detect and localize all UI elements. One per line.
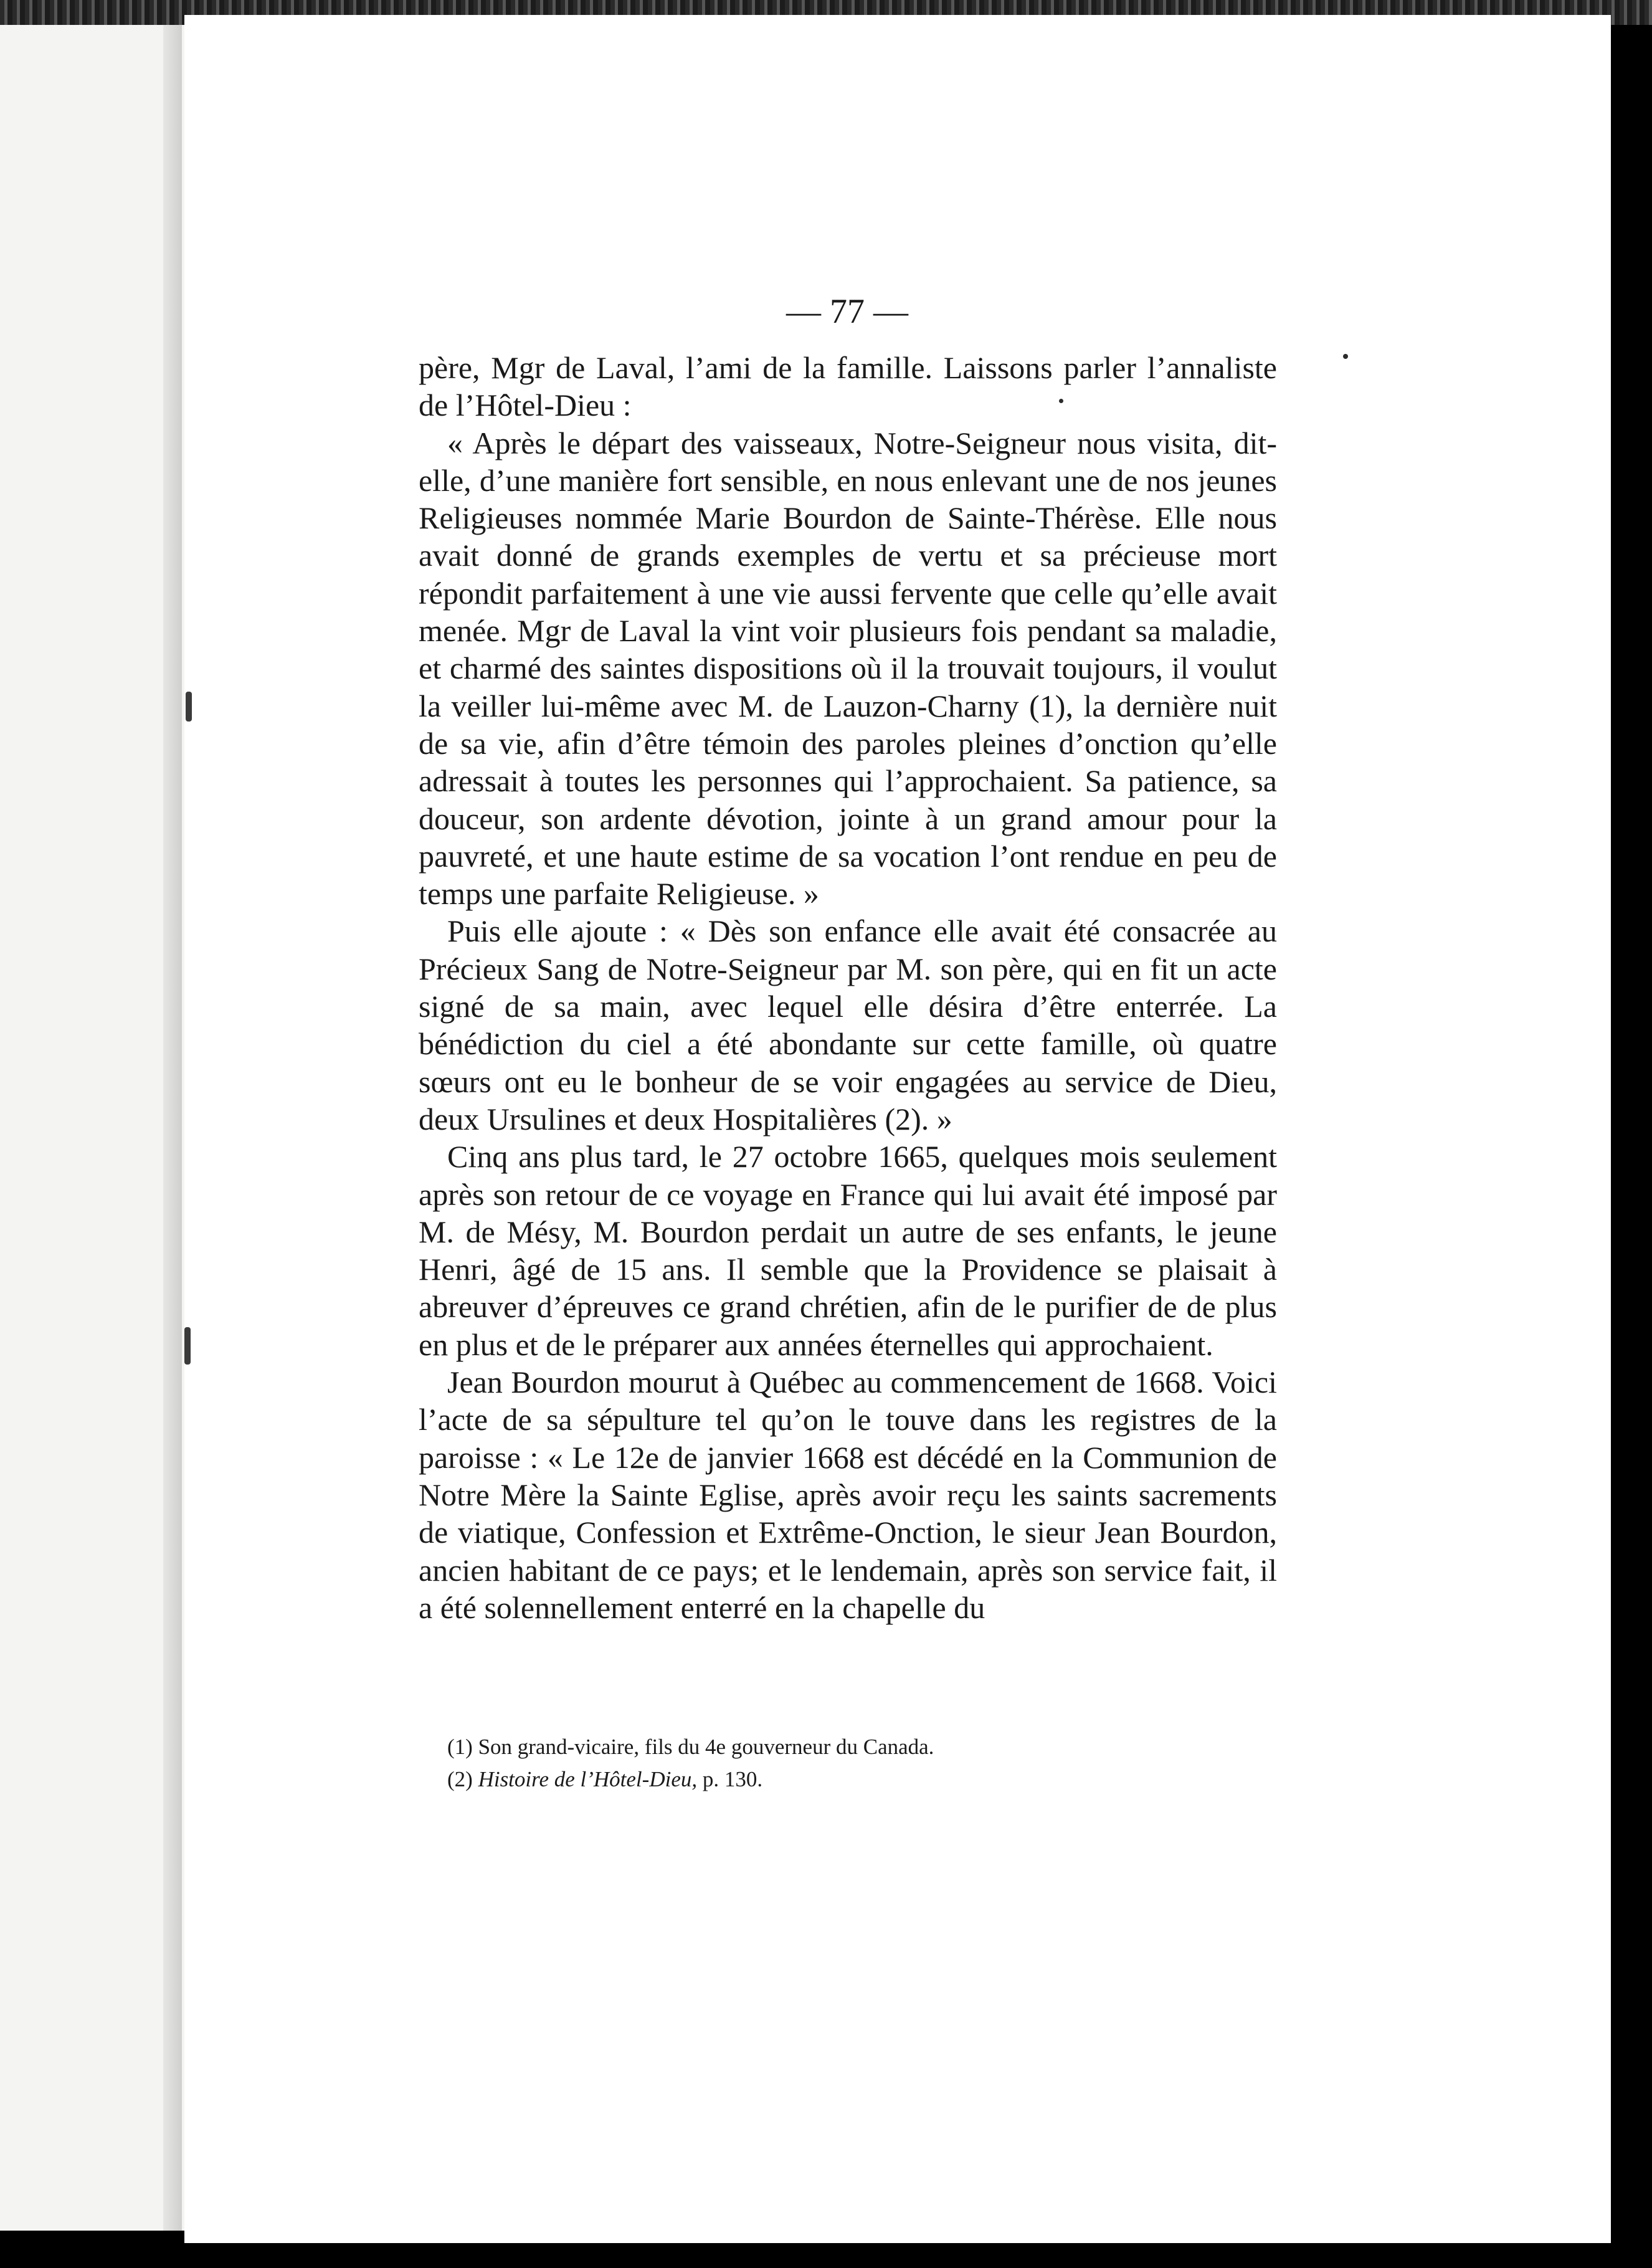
paragraph: Puis elle ajoute : « Dès son enfance elle avait été consacrée au Précieux Sang de Notre-Seigneur par M. son père, qui en fit un acte signé de sa main, avec lequel elle désira d’être enterrée. La bénédiction du ciel a été abondante sur cette famille, où quatre sœurs ont eu le bonheur de se voir engagées au service de Dieu, deux Ursulines et deux Hospitalières (2). » xyxy=(419,913,1277,1136)
paragraph: père, Mgr de Laval, l’ami de la famille. Laissons parler l’annaliste de l’Hôtel-Dieu : xyxy=(419,350,1277,423)
margin-mark xyxy=(186,692,192,722)
paragraph: Cinq ans plus tard, le 27 octobre 1665, quelques mois seulement après son retour de ce voyage en France qui lui avait été imposé par M. de Mésy, M. Bourdon perdait un autre de ses enfants, le jeune Henri, âgé de 15 ans. Il semble que la Providence se plaisait à abreuver d’épreuves ce grand chrétien, afin de le purifier de de plus en plus et de le préparer aux années éternelles qui approchaient. xyxy=(419,1139,1277,1362)
previous-page-edge xyxy=(0,25,187,2231)
footnote-marker: (2) xyxy=(447,1767,473,1791)
page-number: — 77 — xyxy=(786,292,908,331)
paragraph: Jean Bourdon mourut à Québec au commencement de 1668. Voici l’acte de sa sépulture tel qu’on le touve dans les registres de la paroisse : « Le 12e de janvier 1668 est décédé en la Communion de Notre Mère la Sainte Eglise, après avoir reçu les saints sacrements de viatique, Confession et Extrême-Onction, le sieur Jean Bourdon, ancien habitant de ce pays; et le lendemain, après son service fait, il a été solennellement enterré en la chapelle du xyxy=(419,1365,1277,1625)
paragraph: « Après le départ des vaisseaux, Notre-Seigneur nous visita, dit-elle, d’une manière fort sensible, en nous enlevant une de nos jeunes Religieuses nommée Marie Bourdon de Sainte-Thérèse. Elle nous avait donné de grands exemples de vertu et sa précieuse mort répondit parfaitement à une vie aussi fervente que celle qu’elle avait menée. Mgr de Laval la vint voir plusieurs fois pendant sa maladie, et charmé des saintes dispositions où il la trouvait toujours, il voulut la veiller lui-même avec M. de Lauzon-Charny (1), la dernière nuit de sa vie, afin d’être témoin des paroles pleines d’onction qu’elle adressait à toutes les personnes qui l’approchaient. Sa patience, sa douceur, son ardente dévotion, jointe à un grand amour pour la pauvreté, et une haute estime de sa vocation l’ont rendue en peu de temps une parfaite Religieuse. » xyxy=(419,425,1277,912)
margin-mark xyxy=(184,1327,191,1365)
body-text xyxy=(419,349,1277,1626)
footnote-marker: (1) xyxy=(447,1735,473,1759)
footnote xyxy=(447,1731,1257,1763)
footnote xyxy=(447,1763,1257,1796)
footnotes xyxy=(447,1731,1257,1796)
footnote-text: p. 130. xyxy=(702,1767,763,1791)
footnote-text: Son grand-vicaire, fils du 4e gouverneur du Canada. xyxy=(478,1735,934,1759)
page-gutter-shadow xyxy=(163,25,182,2231)
scan-speck xyxy=(1343,354,1348,359)
footnote-title: Histoire de l’Hôtel-Dieu, xyxy=(478,1767,698,1791)
scan-speck xyxy=(1059,399,1063,403)
